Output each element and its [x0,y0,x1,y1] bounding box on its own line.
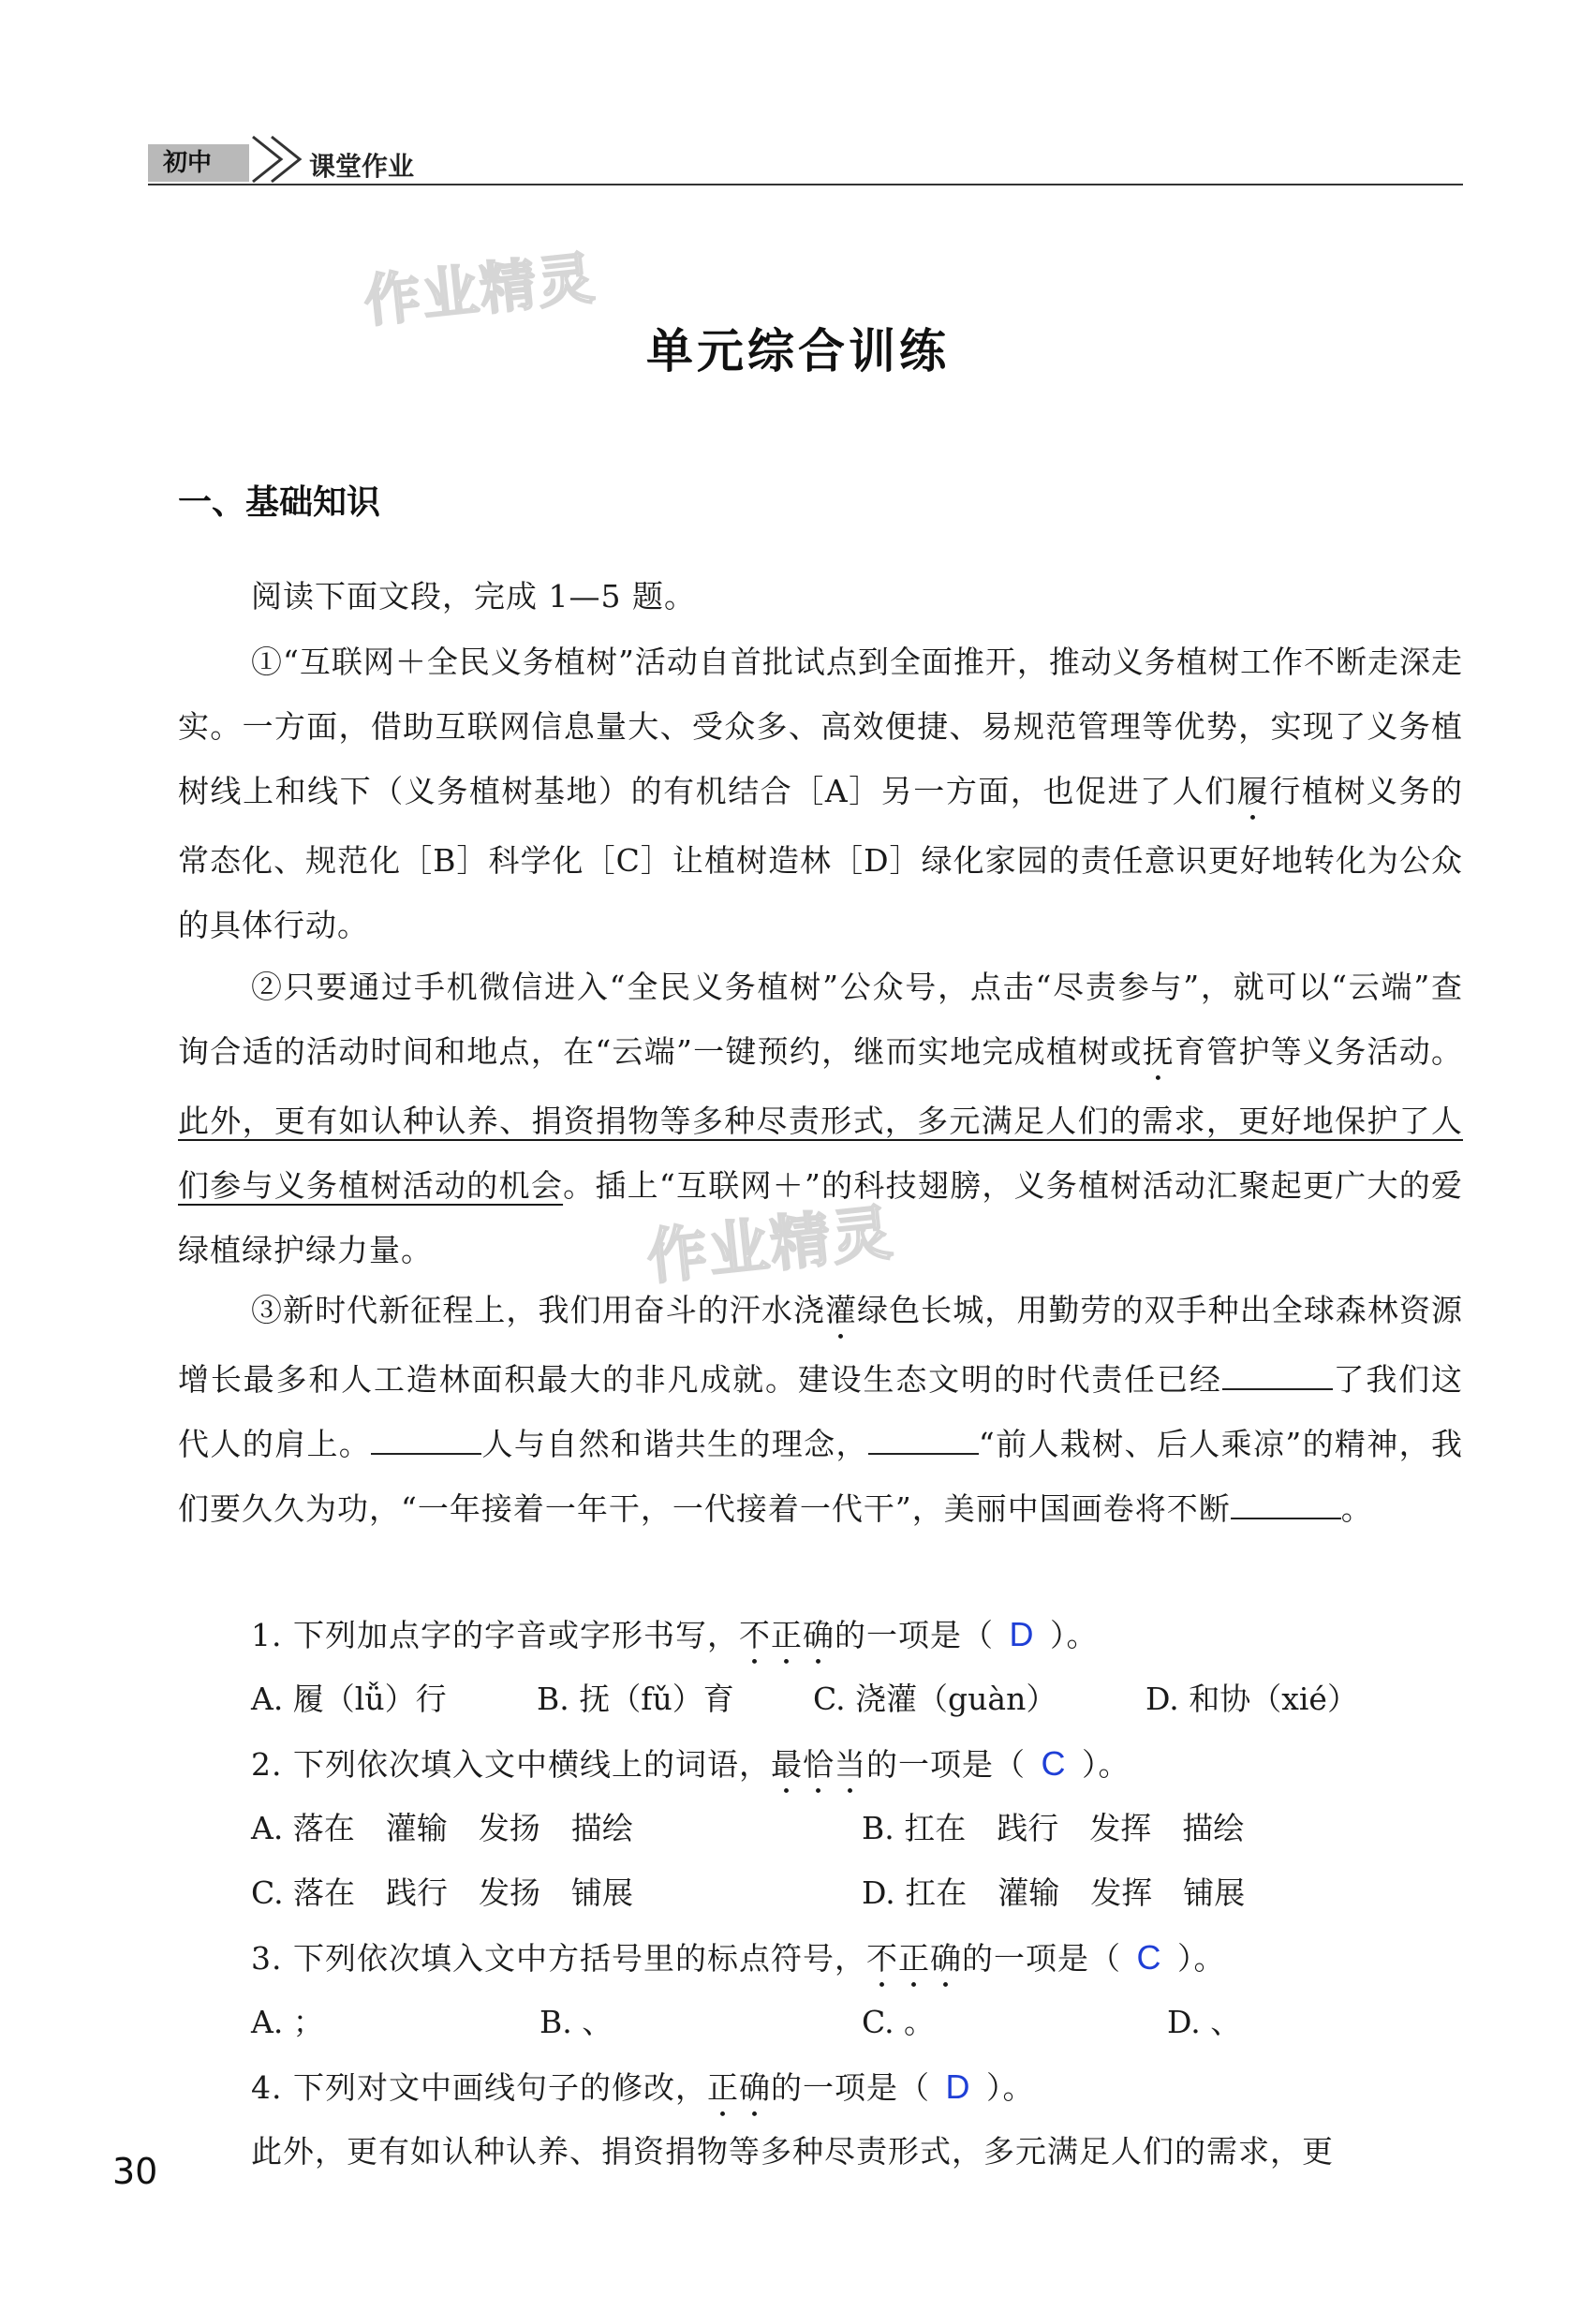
p3-text-b: 绿色长城，用勤劳的双手种出全球森林资源增长最多和人工造林面积最大的非凡成就。建设生态文明的时代责任已经 [178,1292,1464,1398]
q1-option-a[interactable]: A. 履（lǚ）行 [251,1681,447,1717]
p2-emphasis: 抚 [1142,1033,1175,1070]
q1-option-b[interactable]: B. 抚（fǔ）育 [537,1681,734,1717]
blank-1[interactable] [1222,1360,1333,1390]
p1-emphasis: 履 [1236,773,1270,809]
p3-text-f: 。 [1340,1490,1373,1527]
question-2 [251,1731,1130,1801]
q3-stem: 3. 下列依次填入文中方括号里的标点符号， [251,1940,866,1977]
q1-emphasis: 不正确 [738,1617,835,1653]
question-1 [251,1602,1098,1672]
q2-option-a[interactable]: A. 落在 灌输 发扬 描绘 [251,1810,633,1846]
p2-text-b: 育管护等义务活动。 [1174,1033,1464,1070]
q2-stem-end: 的一项是（ [865,1746,1026,1783]
q2-stem: 2. 下列依次填入文中横线上的词语， [251,1746,771,1783]
p1-text-b: 行植树义务的常态化、规范化［B］科学化［C］让植树造林［D］绿化家园的责任意识更好地转化为公众的具体行动。 [178,773,1463,943]
q1-option-c[interactable]: C. 浇灌（guàn） [813,1681,1057,1717]
q4-stem-end: 的一项是（ [770,2069,930,2106]
q1-stem: 1. 下列加点字的字音或字形书写， [251,1617,739,1653]
q3-emphasis: 不正确 [865,1940,962,1977]
q3-answer[interactable]: C [1136,1938,1162,1977]
q4-emphasis: 正确 [706,2069,771,2106]
p3-text-c: 了我们这代人的肩上。 [178,1361,1464,1462]
p1-text-a: ①“互联网＋全民义务植树”活动自首批试点到全面推开，推动义务植树工作不断走深走实。一方面，借助互联网信息量大、受众多、高效便捷、易规范管理等优势，实现了义务植树线上和线下（义务植树基地）的有机结合［A］另一方面，也促进了人们 [178,644,1463,809]
watermark-top: 作业精灵 [361,245,599,335]
q3-option-a[interactable]: A. ； [251,2004,324,2040]
q4-answer[interactable]: D [945,2067,971,2106]
q4-quoted-sentence: 此外，更有如认种认养、捐资捐物等多种尽责形式，多元满足人们的需求，更 [251,2133,1334,2170]
q4-close: ）。 [985,2069,1035,2106]
q1-close: ）。 [1049,1617,1099,1653]
q2-option-d[interactable]: D. 扛在 灌输 发挥 铺展 [862,1874,1246,1911]
passage-paragraph-1 [178,630,1463,957]
q2-option-b[interactable]: B. 扛在 践行 发挥 描绘 [862,1810,1245,1846]
q1-stem-end: 的一项是（ [834,1617,994,1653]
double-chevron-icon [242,131,317,187]
section-heading: 一、基础知识 [178,483,381,522]
blank-4[interactable] [1231,1489,1341,1519]
page-title: 单元综合训练 [646,324,950,378]
q2-close: ）。 [1081,1746,1130,1783]
p3-text-e: “前人栽树、后人乘凉”的精神，我们要久久为功，“一年接着一年干，一代接着一代干”，美丽中国画卷将不断 [178,1426,1464,1527]
blank-3[interactable] [868,1425,979,1455]
reading-instruction: 阅读下面文段，完成 1—5 题。 [251,578,696,615]
page-number: 30 [112,2151,158,2192]
q3-option-b[interactable]: B. 、 [539,2004,613,2040]
p2-text-c: 。插上“互联网＋”的科技翅膀，义务植树活动汇聚起更广大的爱绿植绿护绿力量。 [178,1167,1463,1268]
q3-option-c[interactable]: C. 。 [862,2004,936,2040]
blank-2[interactable] [371,1425,481,1455]
q3-option-d[interactable]: D. 、 [1167,2004,1242,2040]
p3-text-a: ③新时代新征程上，我们用奋斗的汗水浇 [251,1292,825,1328]
question-4 [251,2054,1034,2125]
underlined-sentence: 此外，更有如认种认养、捐资捐物等多种尽责形式，多元满足人们的需求，更好地保护了人们参与义务植树活动的机会 [178,1103,1463,1204]
q3-stem-end: 的一项是（ [961,1940,1121,1977]
q4-stem: 4. 下列对文中画线句子的修改， [251,2069,707,2106]
q2-emphasis: 最恰当 [770,1746,866,1783]
q2-answer[interactable]: C [1041,1744,1067,1783]
p3-emphasis: 灌 [824,1292,858,1328]
q1-option-d[interactable]: D. 和协（xié） [1145,1681,1358,1717]
passage-paragraph-3 [178,1278,1463,1541]
q1-answer[interactable]: D [1009,1615,1035,1653]
running-header [148,141,1463,184]
header-title: 课堂作业 [309,151,415,182]
header-divider [148,184,1463,185]
watermark-middle: 作业精灵 [643,1198,897,1294]
question-3 [251,1925,1225,1995]
p3-text-d: 人与自然和谐共生的理念， [481,1426,868,1462]
p2-text-a: ②只要通过手机微信进入“全民义务植树”公众号，点击“尽责参与”，就可以“云端”查询合适的活动时间和地点，在“云端”一键预约，继而实地完成植树或 [178,969,1463,1070]
q3-close: ）。 [1176,1940,1226,1977]
passage-paragraph-2 [178,955,1463,1282]
q2-option-c[interactable]: C. 落在 践行 发扬 铺展 [251,1874,634,1911]
header-badge: 初中 [148,144,249,182]
